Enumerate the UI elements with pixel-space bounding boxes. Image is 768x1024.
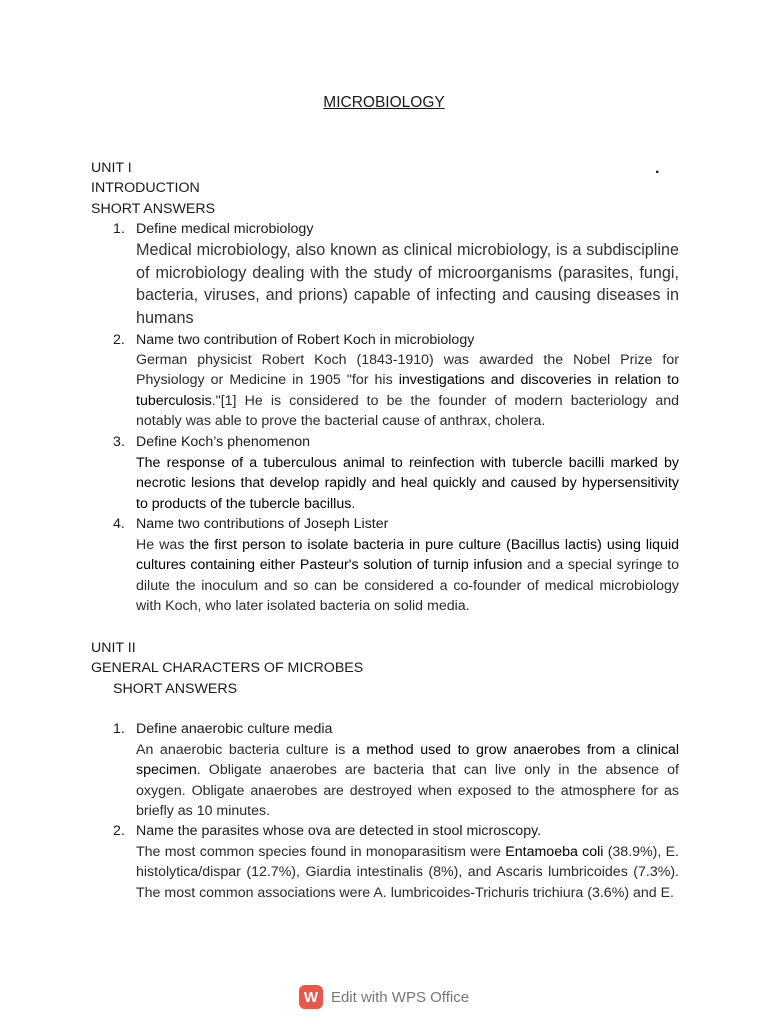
- answer-highlight: the first person to isolate bacteria in pure culture (Bacillus lactis) using liquid cultures containing either Pasteur's solution of turnip infusion: [136, 537, 680, 574]
- unit1-question-3: [113, 432, 679, 452]
- page-title: MICROBIOLOGY: [323, 94, 445, 111]
- unit1-question-2: [113, 330, 679, 350]
- stray-dot: .: [655, 160, 660, 177]
- question-text: Name two contribution of Robert Koch in microbiology: [136, 332, 475, 348]
- question-text: Define medical microbiology: [136, 221, 314, 237]
- answer-text: (38.9%), E. histolytica/dispar (12.7%), Giardia intestinalis (8%), and Ascaris lumbricoides (7.3%). The most common associations were A. lumbricoides-Trichuris trichiura (3.6%) and E.: [136, 844, 679, 901]
- unit1-heading: INTRODUCTION: [91, 180, 200, 196]
- unit2-heading: GENERAL CHARACTERS OF MICROBES: [91, 660, 364, 676]
- unit2-question-1: [113, 719, 679, 739]
- answer-text: . Obligate anaerobes are bacteria that can live only in the absence of oxygen. Obligate anaerobes are destroyed when exposed to the atmosphere for as briefly as 10 minutes.: [136, 762, 679, 820]
- question-number: 2.: [113, 823, 125, 839]
- unit1-answer-2: [136, 350, 679, 432]
- unit1-label: UNIT I: [91, 160, 132, 176]
- question-number: 1.: [113, 221, 125, 237]
- wps-edit-button[interactable]: [0, 985, 768, 1009]
- answer-text: .: [351, 495, 356, 512]
- answer-text: and a special syringe to dilute the inoculum and so can be considered a co-founder of medical microbiology with Koch, who later isolated bacteria on solid media.: [136, 557, 679, 615]
- unit1-section: SHORT ANSWERS: [91, 201, 216, 217]
- unit1-question-1: [113, 219, 679, 239]
- answer-text: German physicist Robert Koch (1843-1910) was awarded the Nobel Prize for Physiology or Medicine in 1905 "for his: [136, 352, 679, 389]
- answer-highlight: a method used to grow anaerobes from a clinical specimen: [136, 742, 679, 779]
- answer-text: ."[1] He is considered to be the founder of modern bacteriology and notably was able to prove the bacterial cause of anthrax, cholera.: [136, 392, 679, 430]
- answer-text: An anaerobic bacteria culture is: [136, 742, 352, 758]
- unit2-answer-2: [136, 842, 679, 903]
- unit2-label: UNIT II: [91, 640, 136, 656]
- unit2-section: SHORT ANSWERS: [113, 681, 238, 697]
- question-number: 3.: [113, 434, 125, 450]
- unit1-answer-3: [136, 453, 679, 514]
- question-text: Name two contributions of Joseph Lister: [136, 516, 389, 532]
- answer-highlight: investigations and discoveries in relation to tuberculosis: [136, 372, 679, 409]
- answer-text: He was: [136, 537, 190, 553]
- answer-text: The most common species found in monoparasitism were: [136, 844, 506, 860]
- question-text: Define anaerobic culture media: [136, 721, 333, 737]
- question-number: 1.: [113, 721, 125, 737]
- unit1-answer-1: Medical microbiology, also known as clinical microbiology, is a subdiscipline of microbiology dealing with the study of microorganisms (parasites, fungi, bacteria, viruses, and prions) capable of infecting and causing diseases in humans: [136, 241, 679, 327]
- unit2-answer-1: [136, 740, 679, 822]
- wps-edit-label: Edit with WPS Office: [330, 988, 470, 1006]
- question-number: 2.: [113, 332, 125, 348]
- answer-highlight: Entamoeba coli: [505, 844, 604, 860]
- question-text: Name the parasites whose ova are detected in stool microscopy.: [136, 823, 542, 839]
- wps-logo-icon: W: [299, 985, 323, 1009]
- answer-highlight: The response of a tuberculous animal to reinfection with tubercle bacilli marked by necrotic lesions that develop rapidly and heal quickly and caused by hypersensitivity to products of the tubercle bacillus: [136, 455, 679, 512]
- unit2-question-2: [113, 821, 679, 841]
- question-text: Define Koch’s phenomenon: [136, 434, 311, 450]
- unit1-question-4: [113, 514, 679, 534]
- question-number: 4.: [113, 516, 125, 532]
- unit1-answer-4: [136, 535, 679, 617]
